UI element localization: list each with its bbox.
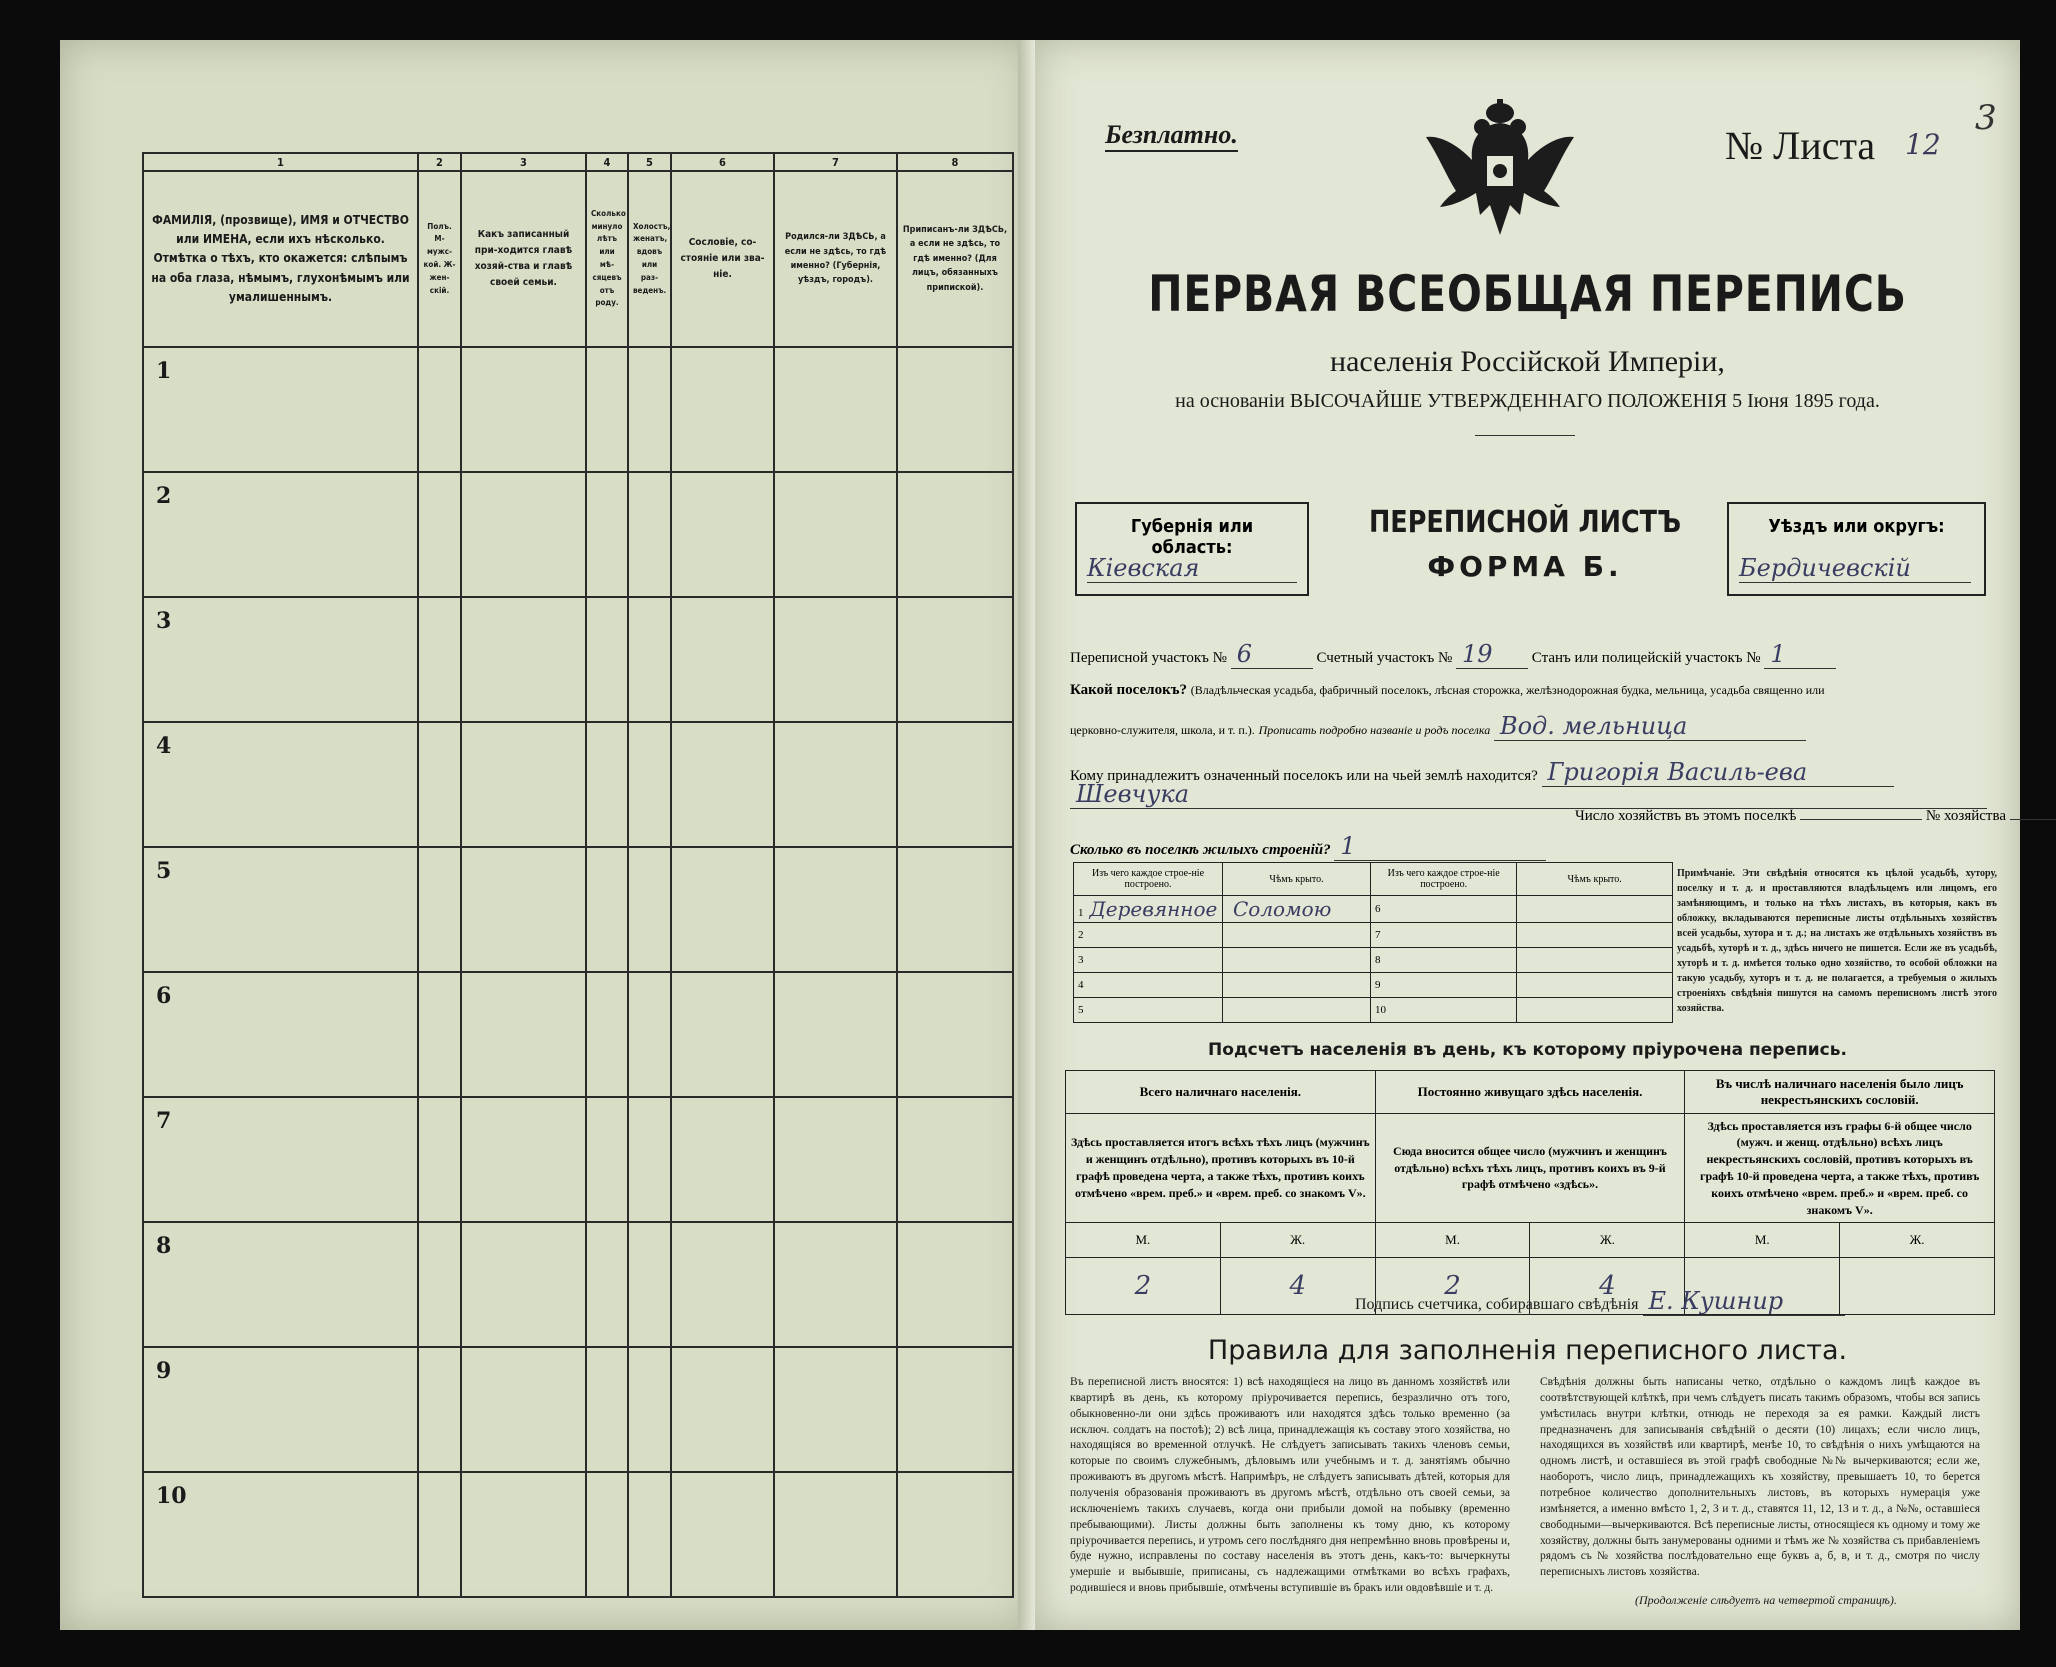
table-row: [143, 472, 1013, 597]
table-cell: [418, 1097, 461, 1222]
column-header-age: Сколько минуло лѣтъ или мѣ-сяцевъ отъ роду.: [586, 171, 628, 347]
resident-male-value: 2: [1375, 1258, 1530, 1315]
female-header: Ж.: [1530, 1223, 1685, 1258]
table-row: [1074, 998, 1673, 1023]
table-cell: [461, 1347, 586, 1472]
column-number: 4: [586, 153, 628, 171]
roof-header: Чѣмъ крыто.: [1222, 863, 1370, 896]
column-header-relation: Какъ записанный при-ходится главѣ хозяй-ства и главѣ своей семьи.: [461, 171, 586, 347]
column-number: 2: [418, 153, 461, 171]
table-cell: [671, 1097, 774, 1222]
legal-basis: на основаніи ВЫСОЧАЙШЕ УТВЕРЖДЕННАГО ПОЛОЖЕНІЯ 5 Іюня 1895 года.: [1175, 390, 1880, 412]
table-cell: [671, 472, 774, 597]
stan-label: Станъ или полицейскій участокъ №: [1531, 650, 1761, 666]
column-number: 1: [143, 153, 418, 171]
divider: [1475, 435, 1575, 436]
non-peasant-female-value: [1840, 1258, 1995, 1315]
table-cell: [671, 1347, 774, 1472]
district-box: [1727, 502, 1986, 596]
buildings-table: [1073, 862, 1673, 1023]
table-cell: [671, 847, 774, 972]
table-cell: [897, 1472, 1013, 1597]
table-cell: [897, 472, 1013, 597]
table-row: [143, 1222, 1013, 1347]
table-cell: [418, 972, 461, 1097]
households-value: [1800, 819, 1922, 820]
non-peasant-desc: Здѣсь проставляется изъ графы 6-й общее число (мужч. и женщ. отдѣльно) всѣхъ лицъ некрестьянскихъ сословій, противъ которыхъ въ графѣ 10-й проведена черта, а также тѣхъ, противъ коихъ отмѣчено «врем. преб.» и «врем. преб. со знакомъ V».: [1685, 1114, 1995, 1223]
building-material-cell: [1074, 998, 1223, 1023]
row-number: 7: [1374, 929, 1381, 941]
household-no-value: [2010, 819, 2056, 820]
table-cell: [628, 847, 671, 972]
table-row: [143, 847, 1013, 972]
female-header: Ж.: [1840, 1223, 1995, 1258]
form-title: ПЕРЕПИСНОЙ ЛИСТЪ: [1368, 505, 1682, 540]
building-material-cell: [1370, 998, 1516, 1023]
column-number: 6: [671, 153, 774, 171]
table-cell: [461, 972, 586, 1097]
table-cell: [586, 1097, 628, 1222]
owner-value-1: Григорія Василь-ева: [1542, 758, 1894, 787]
settlement-hint-3: Прописать подробно названіе и родъ поселка: [1258, 723, 1491, 737]
table-cell: [628, 472, 671, 597]
count-section-value: 19: [1456, 640, 1528, 669]
table-cell: [418, 472, 461, 597]
note-text: Примѣчаніе. Эти свѣдѣнія относятся къ цѣлой усадьбѣ, хутору, поселку и т. д. и проставляются владѣльцемъ или лицомъ, его замѣняющимъ, и только на тѣхъ листахъ, въ которыя, какъ въ обложку, вкладываются переписные листы отдѣльныхъ хозяйствъ всей усадьбы, хутора и т. д.; на листахъ же отдѣльныхъ хозяйствъ въ усадьбѣ, хуторѣ и т. д., здѣсь ничего не пишется. Если же въ усадьбѣ, хуторѣ и т. д. имѣется только одно хозяйство, то особой обложки на такую усадьбу, хуторъ и т. д. не полагается, а требуемыя о жилыхъ строеніяхъ свѣдѣнія пишутся на самомъ переписномъ листѣ этого хозяйства.: [1677, 868, 1997, 1014]
table-row: [143, 722, 1013, 847]
building-material-cell: [1074, 948, 1223, 973]
table-cell: [897, 1347, 1013, 1472]
table-cell: [628, 1347, 671, 1472]
households-label: Число хозяйствъ въ этомъ поселкѣ: [1575, 808, 1797, 824]
buildings-value: 1: [1334, 832, 1546, 861]
building-roof-cell: [1517, 923, 1673, 948]
material-header: Изъ чего каждое строе-ніе построено.: [1074, 863, 1223, 896]
table-row: [1074, 896, 1673, 923]
row-number: 9: [1374, 979, 1381, 991]
table-cell: [774, 597, 897, 722]
handwritten-entry: Деревянное: [1089, 897, 1218, 921]
row-number: 8: [1374, 954, 1381, 966]
rules-right-column: Свѣдѣнія должны быть написаны четко, отдѣльно о каждомъ лицѣ каждое въ соотвѣтствующей клѣткѣ, при чемъ слѣдуетъ писать такимъ образомъ, чтобы вся запись умѣстилась внутри клѣтки, отнюдь не переходя за ея рамки. Каждый листъ предназначенъ для записыванія свѣдѣній о десяти (10) лицахъ; если число лицъ, находящихся въ хозяйствѣ или квартирѣ, менѣе 10, то свѣдѣнія о нихъ умѣщаются на одномъ листѣ, и оставшіеся въ этой графѣ свободные №№ вычеркиваются; если же, наоборотъ, число лицъ, принадлежащихъ къ хозяйству, превышаетъ 10, то берется потребное количество дополнительныхъ листовъ, въ которыхъ нумерація уже измѣняется, а именно вмѣсто 1, 2, 3 и т. д., ставятся 11, 12, 13 и т. д., а №№, оставшіеся свободными—вычеркиваются. Всѣ переписные листы, относящіеся къ одному и тому же хозяйству, должны быть занумерованы одними и тѣмъ же № хозяйства съ прибавленіемъ рядомъ съ № хозяйства послѣдовательно еще буквъ а, б, в, и т. д., смотря по числу переписныхъ листовъ хозяйства.: [1540, 1376, 1980, 1579]
male-header: М.: [1066, 1223, 1221, 1258]
table-cell: [461, 1222, 586, 1347]
resident-population-desc: Сюда вносится общее число (мужчинъ и женщинъ отдѣльно) всѣхъ тѣхъ лицъ, противъ коихъ въ 9-й графѣ отмѣчено «здѣсь».: [1375, 1114, 1685, 1223]
settlement-hint-2: церковно-служителя, школа, и т. п.).: [1070, 723, 1255, 737]
table-cell: [461, 347, 586, 472]
province-label: Губернія или область:: [1130, 516, 1254, 558]
building-roof-cell: [1517, 973, 1673, 998]
count-sex-row: [1066, 1223, 1995, 1258]
table-cell: [586, 347, 628, 472]
table-cell: [671, 347, 774, 472]
column-number: 3: [461, 153, 586, 171]
count-header-row: [1066, 1071, 1995, 1114]
owner-label: Кому принадлежитъ означенный поселокъ или на чьей землѣ находится?: [1070, 768, 1538, 784]
census-section-label: Переписной участокъ №: [1070, 650, 1227, 666]
province-box: [1075, 502, 1309, 596]
district-value: Бердичевскій: [1739, 554, 1971, 583]
row-number: 5: [143, 847, 418, 972]
total-female-value: 4: [1220, 1258, 1375, 1315]
table-cell: [774, 722, 897, 847]
left-page: [60, 40, 1030, 1630]
female-header: Ж.: [1220, 1223, 1375, 1258]
table-cell: [586, 1347, 628, 1472]
table-cell: [418, 347, 461, 472]
table-cell: [461, 722, 586, 847]
row-number: 10: [1374, 1004, 1386, 1016]
count-desc-row: [1066, 1114, 1995, 1223]
table-cell: [897, 1222, 1013, 1347]
column-header-row: [143, 171, 1013, 347]
table-cell: [461, 597, 586, 722]
imperial-eagle-icon: [1420, 95, 1580, 255]
row-number: 3: [1078, 954, 1084, 966]
table-cell: [897, 722, 1013, 847]
page-number: 3: [1975, 98, 1997, 138]
roof-header: Чѣмъ крыто.: [1517, 863, 1673, 896]
sheet-number-label: № Листа: [1725, 123, 1876, 168]
table-cell: [628, 1222, 671, 1347]
column-header-name: ФАМИЛІЯ, (прозвище), ИМЯ и ОТЧЕСТВО или ИМЕНА, если ихъ нѣсколько. Отмѣтка о тѣхъ, кто окажется: слѣпымъ на оба глаза, нѣмымъ, глухонѣмымъ или умалишеннымъ.: [143, 171, 418, 347]
census-section-value: 6: [1231, 640, 1313, 669]
table-row: [1074, 973, 1673, 998]
signature-line: [1355, 1287, 1845, 1316]
column-number: 8: [897, 153, 1013, 171]
building-roof-cell: [1517, 896, 1673, 923]
building-material-cell: [1370, 973, 1516, 998]
table-cell: [774, 472, 897, 597]
stan-value: 1: [1764, 640, 1836, 669]
province-value: Кіевская: [1087, 554, 1297, 583]
building-roof-cell: [1222, 973, 1370, 998]
count-title: Подсчетъ населенія въ день, къ которому пріурочена перепись.: [1208, 1040, 1847, 1060]
table-cell: [897, 597, 1013, 722]
total-male-value: 2: [1066, 1258, 1221, 1315]
count-section-label: Счетный участокъ №: [1316, 650, 1453, 666]
table-cell: [418, 847, 461, 972]
signature-label: Подпись счетчика, собиравшаго свѣдѣнія: [1355, 1296, 1639, 1313]
building-material-cell: [1074, 923, 1223, 948]
table-cell: [418, 597, 461, 722]
free-label: Безплатно.: [1105, 120, 1238, 152]
row-number: 4: [1078, 979, 1084, 991]
table-cell: [461, 847, 586, 972]
column-header-birthplace: Родился-ли ЗДѢСЬ, а если не здѣсь, то гдѣ именно? (Губернія, уѣздъ, городъ).: [774, 171, 897, 347]
households-line: [1575, 808, 2056, 825]
row-number: 4: [143, 722, 418, 847]
building-material-cell: [1370, 896, 1516, 923]
census-rows: [143, 347, 1013, 1597]
non-peasant-header: Въ числѣ наличнаго населенія было лицъ некрестьянскихъ сословій.: [1685, 1071, 1995, 1114]
document-subtitle: населенія Россійской Имперіи,: [1330, 345, 1725, 378]
table-cell: [774, 1097, 897, 1222]
total-population-header: Всего наличнаго населенія.: [1066, 1071, 1376, 1114]
building-material-cell: [1370, 948, 1516, 973]
building-roof-cell: [1517, 948, 1673, 973]
row-number: 3: [143, 597, 418, 722]
table-row: [1074, 948, 1673, 973]
document-title: ПЕРВАЯ ВСЕОБЩАЯ ПЕРЕПИСЬ: [1148, 265, 1907, 323]
material-header: Изъ чего каждое строе-ніе построено.: [1370, 863, 1516, 896]
table-cell: [628, 347, 671, 472]
column-header-sex: Полъ. М-мужс-кой. Ж-жен-скій.: [418, 171, 461, 347]
table-cell: [461, 1472, 586, 1597]
table-cell: [774, 1347, 897, 1472]
table-row: [1074, 923, 1673, 948]
column-header-registered: Приписанъ-ли ЗДѢСЬ, а если не здѣсь, то гдѣ именно? (Для лицъ, обязанныхъ припиской).: [897, 171, 1013, 347]
table-cell: [418, 1472, 461, 1597]
owner-value-2: Шевчука: [1070, 780, 1987, 809]
building-roof-cell: [1222, 896, 1370, 923]
buildings-line: [1070, 832, 1546, 861]
column-number: 7: [774, 153, 897, 171]
table-cell: [774, 972, 897, 1097]
form-name: ФОРМА Б.: [1427, 550, 1623, 583]
settlement-value: Вод. мельница: [1494, 712, 1806, 741]
signature-value: Е. Кушнир: [1643, 1287, 1845, 1316]
column-number: 5: [628, 153, 671, 171]
column-number-row: [143, 153, 1013, 171]
rules-title: Правила для заполненія переписного листа.: [1207, 1335, 1848, 1366]
table-cell: [774, 1222, 897, 1347]
row-number: 10: [143, 1472, 418, 1597]
table-row: [143, 1347, 1013, 1472]
settlement-label: Какой поселокъ?: [1070, 682, 1187, 698]
table-row: [143, 972, 1013, 1097]
table-cell: [628, 597, 671, 722]
table-cell: [774, 1472, 897, 1597]
table-cell: [628, 1472, 671, 1597]
table-cell: [461, 472, 586, 597]
settlement-hint-1: (Владѣльческая усадьба, фабричный поселокъ, лѣсная сторожка, желѣзнодорожная будка, мельница, усадьба священно или: [1190, 683, 1825, 697]
handwritten-entry: Соломою: [1232, 897, 1332, 921]
male-header: М.: [1685, 1223, 1840, 1258]
table-cell: [418, 1222, 461, 1347]
table-cell: [671, 1472, 774, 1597]
settlement-line-1: [1070, 682, 1825, 699]
settlement-line-2: [1070, 712, 1806, 741]
table-cell: [671, 722, 774, 847]
resident-population-header: Постоянно живущаго здѣсь населенія.: [1375, 1071, 1685, 1114]
building-material-cell: [1074, 896, 1223, 923]
table-row: [143, 347, 1013, 472]
row-number: 9: [143, 1347, 418, 1472]
table-row: [143, 597, 1013, 722]
row-number: 1: [143, 347, 418, 472]
population-count-table: [1065, 1070, 1995, 1315]
right-page: [1035, 40, 2020, 1630]
row-number: 5: [1078, 1004, 1084, 1016]
table-cell: [671, 1222, 774, 1347]
buildings-rows: [1074, 896, 1673, 1023]
table-cell: [671, 972, 774, 1097]
section-line: [1070, 640, 1836, 669]
census-table: [142, 152, 1014, 1598]
row-number: 6: [143, 972, 418, 1097]
building-roof-cell: [1517, 998, 1673, 1023]
row-number: 6: [1374, 903, 1381, 915]
table-cell: [586, 722, 628, 847]
table-row: [143, 1097, 1013, 1222]
table-row: [143, 1472, 1013, 1597]
table-cell: [897, 847, 1013, 972]
row-number: 8: [143, 1222, 418, 1347]
table-cell: [586, 972, 628, 1097]
table-cell: [461, 1097, 586, 1222]
table-cell: [897, 972, 1013, 1097]
sheet-number-value: 12: [1905, 128, 1941, 161]
table-cell: [418, 722, 461, 847]
household-no-label: № хозяйства: [1925, 808, 2007, 824]
row-number: 2: [143, 472, 418, 597]
building-roof-cell: [1222, 923, 1370, 948]
row-number: 2: [1078, 929, 1084, 941]
row-number: 1: [1078, 907, 1084, 919]
building-roof-cell: [1222, 948, 1370, 973]
buildings-header-row: [1074, 863, 1673, 896]
table-cell: [628, 722, 671, 847]
total-population-desc: Здѣсь проставляется итогъ всѣхъ тѣхъ лицъ (мужчинъ и женщинъ отдѣльно), противъ которыхъ въ 10-й графѣ проведена черта, а также тѣхъ, противъ коихъ отмѣчено «врем. преб.» и «врем. преб. со знакомъ V».: [1066, 1114, 1376, 1223]
table-cell: [628, 1097, 671, 1222]
district-label: Уѣздъ или округъ:: [1768, 516, 1945, 537]
building-material-cell: [1370, 923, 1516, 948]
table-cell: [586, 1222, 628, 1347]
table-cell: [586, 597, 628, 722]
male-header: М.: [1375, 1223, 1530, 1258]
table-cell: [897, 347, 1013, 472]
table-cell: [586, 1472, 628, 1597]
resident-female-value: 4: [1530, 1258, 1685, 1315]
owner-line-2: [1070, 780, 1987, 809]
continued-note: (Продолженіе слѣдуетъ на четвертой страницѣ).: [1635, 1593, 1897, 1607]
row-number: 7: [143, 1097, 418, 1222]
column-header-estate: Сословіе, со-стояніе или зва-ніе.: [671, 171, 774, 347]
table-cell: [628, 972, 671, 1097]
building-material-cell: [1074, 973, 1223, 998]
table-cell: [586, 472, 628, 597]
buildings-label: Сколько въ поселкѣ жилыхъ строеній?: [1070, 842, 1331, 858]
table-cell: [671, 597, 774, 722]
building-roof-cell: [1222, 998, 1370, 1023]
table-cell: [586, 847, 628, 972]
table-cell: [897, 1097, 1013, 1222]
table-cell: [418, 1347, 461, 1472]
column-header-marital: Холостъ, женатъ, вдовъ или раз-веденъ.: [628, 171, 671, 347]
table-cell: [774, 847, 897, 972]
table-cell: [774, 347, 897, 472]
rules-left-column: Въ переписной листъ вносятся: 1) всѣ находящіеся на лицо въ данномъ хозяйствѣ или квартирѣ въ день, къ которому пріурочивается перепись, безразлично отъ того, обыкновенно-ли они здѣсь проживаютъ или находятся здѣсь только временно (за исключ. солдатъ на постоѣ); 2) всѣ лица, принадлежащія къ составу этого хозяйства, но находящіяся во временной отлучкѣ. Не слѣдуетъ записывать такихъ членовъ семьи, которые по своимъ служебнымъ, дѣловымъ или учебнымъ и т. д. занятіямъ обычно проживаютъ въ другомъ мѣстѣ. Напримѣръ, не слѣдуетъ записывать дѣтей, которыя для полученія образованія проживаютъ въ другомъ мѣстѣ, отдѣльно отъ своей семьи, за исключеніемъ такихъ случаевъ, когда они прибыли домой на побывку (временно пребывающими). Листы должны быть заполнены къ тому дню, къ которому пріурочивается перепись, и утромъ сего послѣдняго дня непремѣнно вновь провѣрены и, буде нужно, исправлены по составу населенія въ этотъ день, какъ-то: вычеркнуты умершіе и выбывшіе, приписаны, съ надлежащими отмѣтками во всѣхъ графахъ, родившіеся и вновь прибывшіе, отмѣчены вступившіе въ бракъ или овдовѣвшіе и т. д.: [1070, 1376, 1510, 1595]
